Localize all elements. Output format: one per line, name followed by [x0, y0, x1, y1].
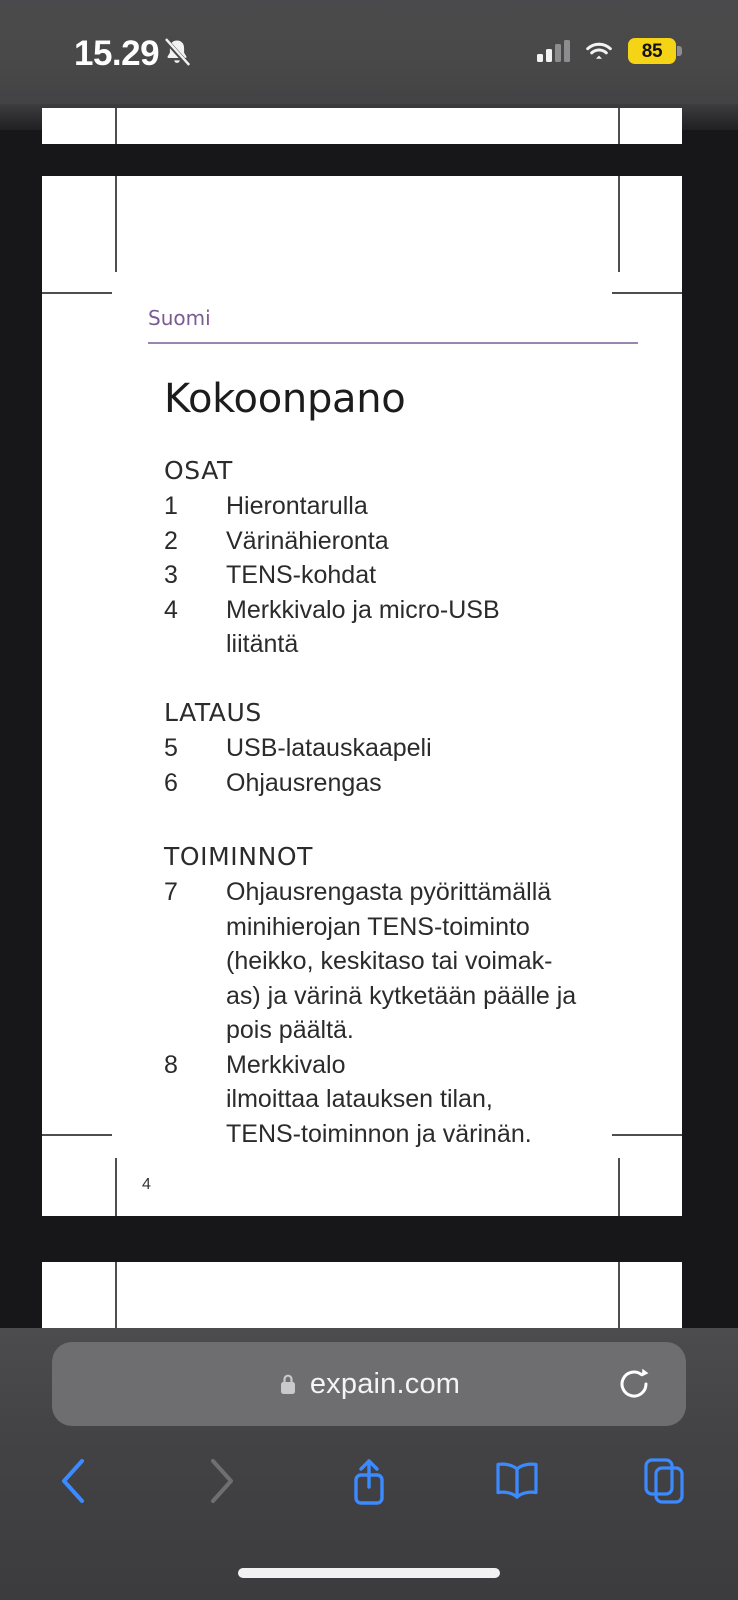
url-bar[interactable]: [52, 1342, 686, 1426]
language-label: Suomi: [148, 306, 211, 330]
list-item-number: 3: [164, 561, 178, 589]
section-heading: TOIMINNOT: [164, 842, 314, 871]
section-osat: [164, 456, 634, 662]
list-item-line: minihierojan TENS-toiminto: [226, 912, 530, 941]
bell-slash-icon: [160, 36, 194, 70]
list-item: [164, 1048, 634, 1152]
reload-icon[interactable]: [616, 1366, 652, 1402]
list-item-text: [226, 1048, 634, 1152]
list-item-line: Merkkivalo ja micro-USB: [226, 595, 500, 624]
list-item-line: liitäntä: [226, 630, 299, 658]
crop-mark: [618, 1262, 620, 1328]
status-time: 15.29: [74, 34, 160, 73]
list-item-line: Ohjausrengas: [226, 768, 382, 797]
list-item: [164, 731, 634, 766]
list-item-number: 8: [164, 1050, 178, 1079]
chevron-right-icon: [199, 1455, 243, 1507]
list-item: [164, 593, 634, 662]
list-item-line: ilmoittaa latauksen tilan,: [226, 1085, 493, 1113]
list-item-text: [226, 524, 634, 559]
list-item: [164, 875, 634, 1048]
list-item-line: Ohjausrengasta pyörittämällä: [226, 878, 552, 906]
list-item-number: 1: [164, 492, 178, 520]
section-items: [164, 489, 634, 662]
header-divider: [148, 342, 638, 344]
section-heading: OSAT: [164, 456, 233, 485]
list-item-line: (heikko, keskitaso tai voimak-: [226, 947, 553, 975]
pdf-page-current: [42, 176, 682, 1216]
list-item-line: Värinähieronta: [226, 526, 389, 555]
share-button[interactable]: [295, 1436, 443, 1526]
list-item: [164, 524, 634, 559]
crop-mark: [618, 108, 620, 144]
section-lataus: [164, 698, 634, 800]
list-item-line: pois päältä.: [226, 1016, 354, 1044]
list-item-text: [226, 875, 634, 1048]
section-items: [164, 875, 634, 1151]
url-content: [278, 1368, 460, 1401]
cellular-signal-icon: [537, 40, 570, 62]
list-item-text: [226, 766, 634, 801]
crop-mark: [115, 108, 117, 144]
list-item: [164, 766, 634, 801]
page-title: Kokoonpano: [164, 376, 406, 422]
lock-icon: [278, 1372, 298, 1396]
pdf-page-next: [42, 1262, 682, 1328]
section-toiminnot: [164, 842, 634, 1151]
tabs-icon: [640, 1455, 688, 1507]
bookmarks-button[interactable]: [443, 1436, 591, 1526]
status-indicators: [537, 38, 676, 64]
document-content: [42, 176, 682, 1216]
forward-button: [148, 1436, 296, 1526]
list-item: [164, 489, 634, 524]
home-indicator: [238, 1568, 500, 1578]
list-item-line: TENS-toiminnon ja värinän.: [226, 1119, 532, 1148]
chevron-left-icon: [52, 1455, 96, 1507]
battery-indicator: [628, 38, 676, 64]
tabs-button[interactable]: [590, 1436, 738, 1526]
battery-level: 85: [641, 40, 663, 62]
section-items: [164, 731, 634, 800]
list-item-text: [226, 489, 634, 524]
back-button[interactable]: [0, 1436, 148, 1526]
browser-toolbar: [0, 1436, 738, 1526]
list-item-line: USB-latauskaapeli: [226, 734, 432, 762]
list-item-number: 7: [164, 878, 178, 906]
crop-mark: [115, 1262, 117, 1328]
list-item-line: Merkkivalo: [226, 1050, 346, 1079]
list-item-text: [226, 593, 634, 662]
section-heading: LATAUS: [164, 698, 262, 727]
list-item: [164, 558, 634, 593]
list-item-number: 5: [164, 734, 178, 762]
page-number: 4: [142, 1176, 151, 1193]
list-item-line: Hierontarulla: [226, 492, 368, 520]
book-icon: [491, 1458, 543, 1504]
webview[interactable]: [0, 104, 738, 1328]
list-item-number: 6: [164, 768, 178, 797]
list-item-line: as) ja värinä kytketään päälle ja: [226, 981, 577, 1010]
list-item-text: [226, 558, 634, 593]
pdf-page-previous: [42, 108, 682, 144]
list-item-line: TENS-kohdat: [226, 561, 377, 589]
list-item-text: [226, 731, 634, 766]
list-item-number: 2: [164, 526, 178, 555]
list-item-number: 4: [164, 595, 178, 624]
browser-chrome: [0, 1328, 738, 1600]
wifi-icon: [584, 40, 614, 62]
share-icon: [346, 1453, 392, 1509]
url-text: expain.com: [309, 1367, 461, 1400]
status-bar: [0, 0, 738, 104]
